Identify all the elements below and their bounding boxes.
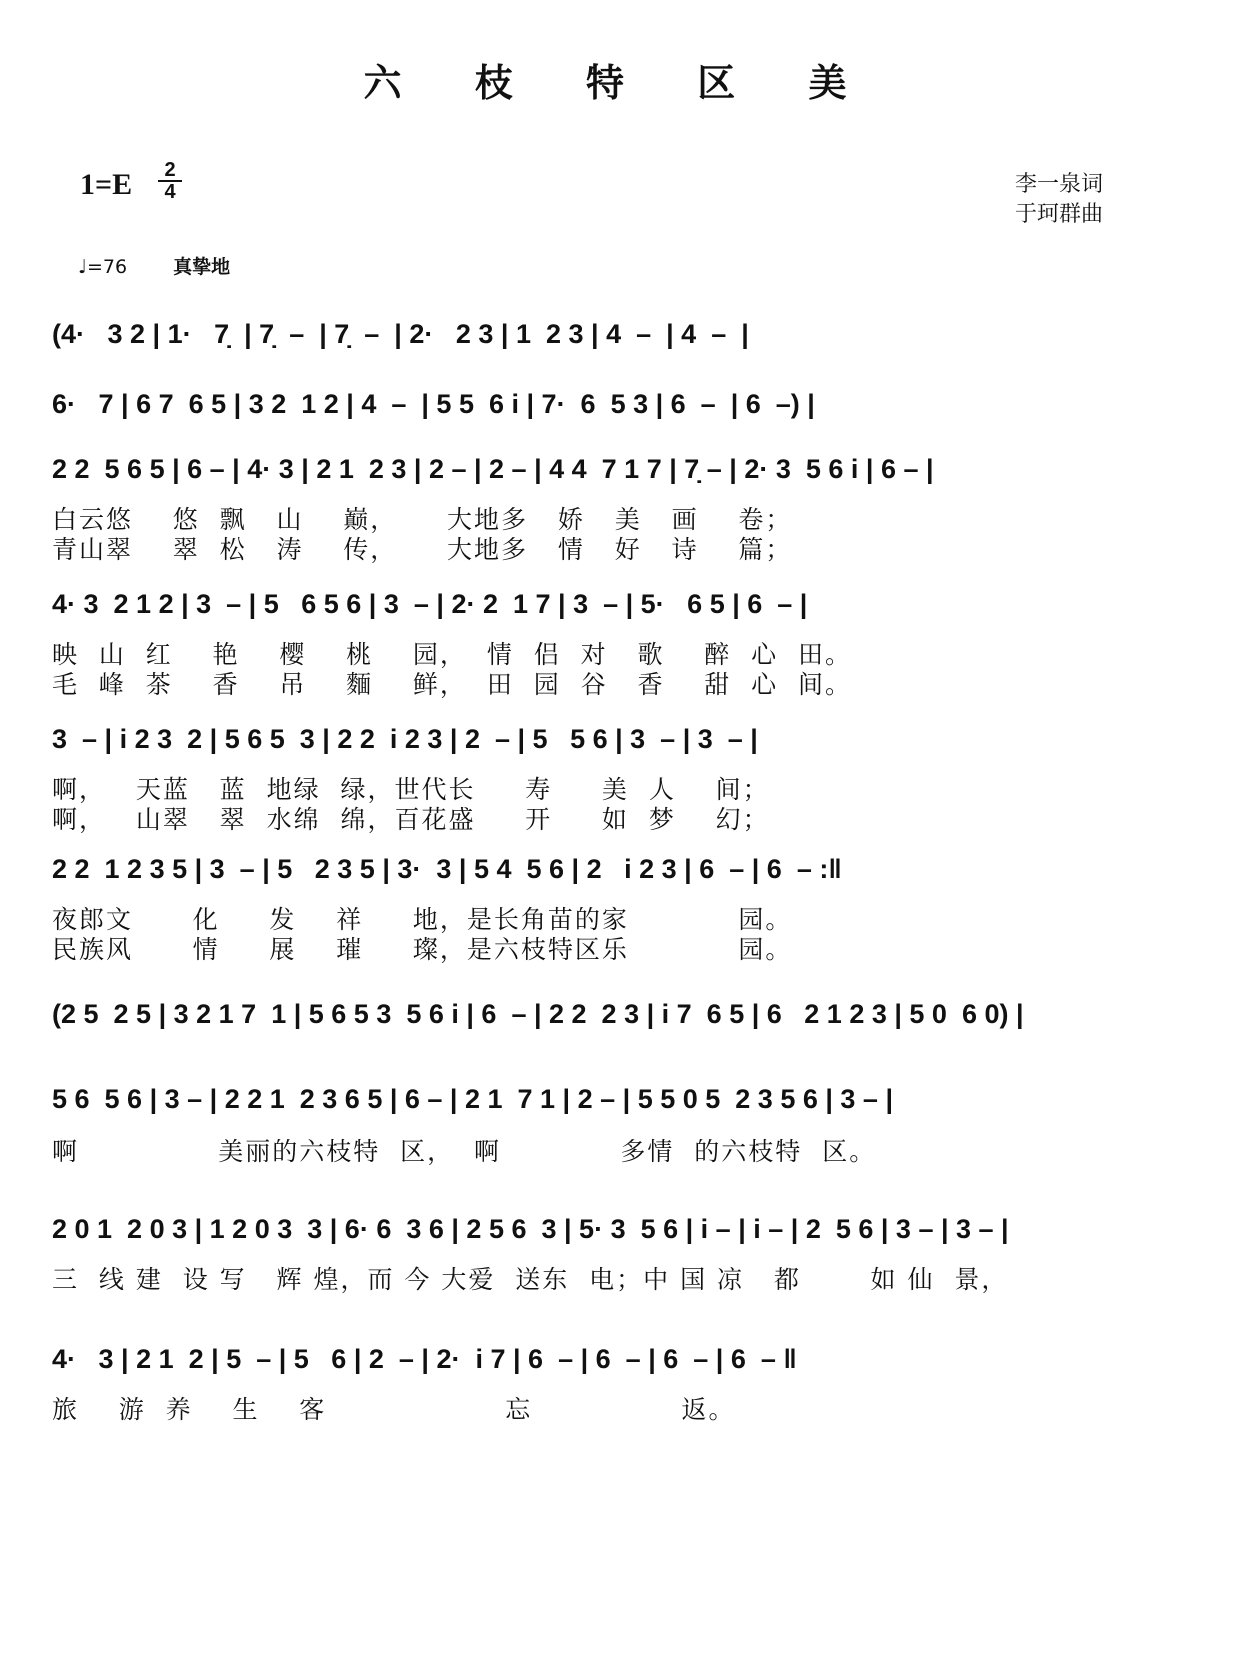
notation-line <box>52 1070 1192 1130</box>
notes: 2 0 1 2 0 3 | 1 2 0 3 3 | 6· 6 3 6 | 2 5 6 3 | 5· 3 5 6 | i – | i – | 2 5 6 | 3 – | 3 – | <box>52 1214 1009 1244</box>
meter-top: 2 <box>158 160 182 182</box>
key-signature: 1=E <box>80 168 133 201</box>
notes: 3 – | i 2 3 2 | 5 6 5 3 | 2 2 i 2 3 | 2 – | 5 5 6 | 3 – | 3 – | <box>52 724 758 754</box>
lyric-verse-1: 旅 游 养 生 客 忘 返。 <box>52 1395 736 1424</box>
notes: 2 2 5 6 5 | 6 – | 4· 3 | 2 1 2 3 | 2 – | 2 – | 4 4 7 1 7 | 7̣ – | 2· 3 5 6 i | 6 – | <box>52 454 934 484</box>
lyric-verse-2: 青山翠 翠 松 涛 传， 大地多 情 好 诗 篇； <box>52 535 793 564</box>
notes: 6· 7 | 6 7 6 5 | 3 2 1 2 | 4 – | 5 5 6 i | 7· 6 5 3 | 6 – | 6 –) | <box>52 389 815 419</box>
lyric-verse-1: 白云悠 悠 飘 山 巅， 大地多 娇 美 画 卷； <box>52 505 793 534</box>
lyric-verse-1: 夜郎文 化 发 祥 地，是长角苗的家 园。 <box>52 905 793 934</box>
notes: 4· 3 2 1 2 | 3 – | 5 6 5 6 | 3 – | 2· 2 1 7 | 3 – | 5· 6 5 | 6 – | <box>52 589 808 619</box>
notation-line <box>52 440 1192 500</box>
notation-line <box>52 1330 1192 1390</box>
meter-bottom: 4 <box>164 181 176 203</box>
lyric-verse-1: 三 线 建 设 写 辉 煌，而 今 大爱 送东 电；中 国 凉 都 如 仙 景， <box>52 1265 1009 1294</box>
notation-line <box>52 375 1192 435</box>
notation-line <box>52 985 1192 1045</box>
lyric-verse-2: 毛 峰 茶 香 吊 麵 鲜， 田 园 谷 香 甜 心 间。 <box>52 670 853 699</box>
notation-line <box>52 305 1192 365</box>
notation-line <box>52 575 1192 635</box>
lyric-verse-2: 啊， 山翠 翠 水绵 绵，百花盛 开 如 梦 幻； <box>52 805 770 834</box>
notation-line <box>52 840 1192 900</box>
lyric-verse-1: 映 山 红 艳 樱 桃 园， 情 侣 对 歌 醉 心 田。 <box>52 640 853 669</box>
tempo-value: ♩=76 <box>78 256 128 278</box>
lyricist: 李一泉词 <box>1015 172 1104 197</box>
lyric-verse-2: 民族风 情 展 璀 璨，是六枝特区乐 园。 <box>52 935 793 964</box>
notes: (4· 3 2 | 1· 7̣ | 7̣ – | 7̣ – | 2· 2 3 | 1 2 3 | 4 – | 4 – | <box>52 319 749 349</box>
credits <box>1015 170 1103 230</box>
lyric-verse-1: 啊 美丽的六枝特 区， 啊 多情 的六枝特 区。 <box>52 1137 877 1166</box>
expression-mood: 真挚地 <box>173 256 231 278</box>
notes: 5 6 5 6 | 3 – | 2 2 1 2 3 6 5 | 6 – | 2 1 7 1 | 2 – | 5 5 0 5 2 3 5 6 | 3 – | <box>52 1084 893 1114</box>
song-title: 六 枝 特 区 美 <box>363 60 877 105</box>
notes: 4· 3 | 2 1 2 | 5 – | 5 6 | 2 – | 2· i 7 | 6 – | 6 – | 6 – | 6 – ‖ <box>52 1344 797 1374</box>
notation-line <box>52 710 1192 770</box>
notes: (2 5 2 5 | 3 2 1 7 1 | 5 6 5 3 5 6 i | 6 – | 2 2 2 3 | i 7 6 5 | 6 2 1 2 3 | 5 0 6 0) | <box>52 999 1024 1029</box>
lyric-verse-1: 啊， 天蓝 蓝 地绿 绿，世代长 寿 美 人 间； <box>52 775 770 804</box>
notation-line <box>52 1200 1192 1260</box>
time-signature <box>158 160 182 202</box>
composer: 于珂群曲 <box>1015 202 1104 227</box>
tempo-marking <box>78 252 230 279</box>
notes: 2 2 1 2 3 5 | 3 – | 5 2 3 5 | 3· 3 | 5 4 5 6 | 2 i 2 3 | 6 – | 6 – :‖ <box>52 854 842 884</box>
